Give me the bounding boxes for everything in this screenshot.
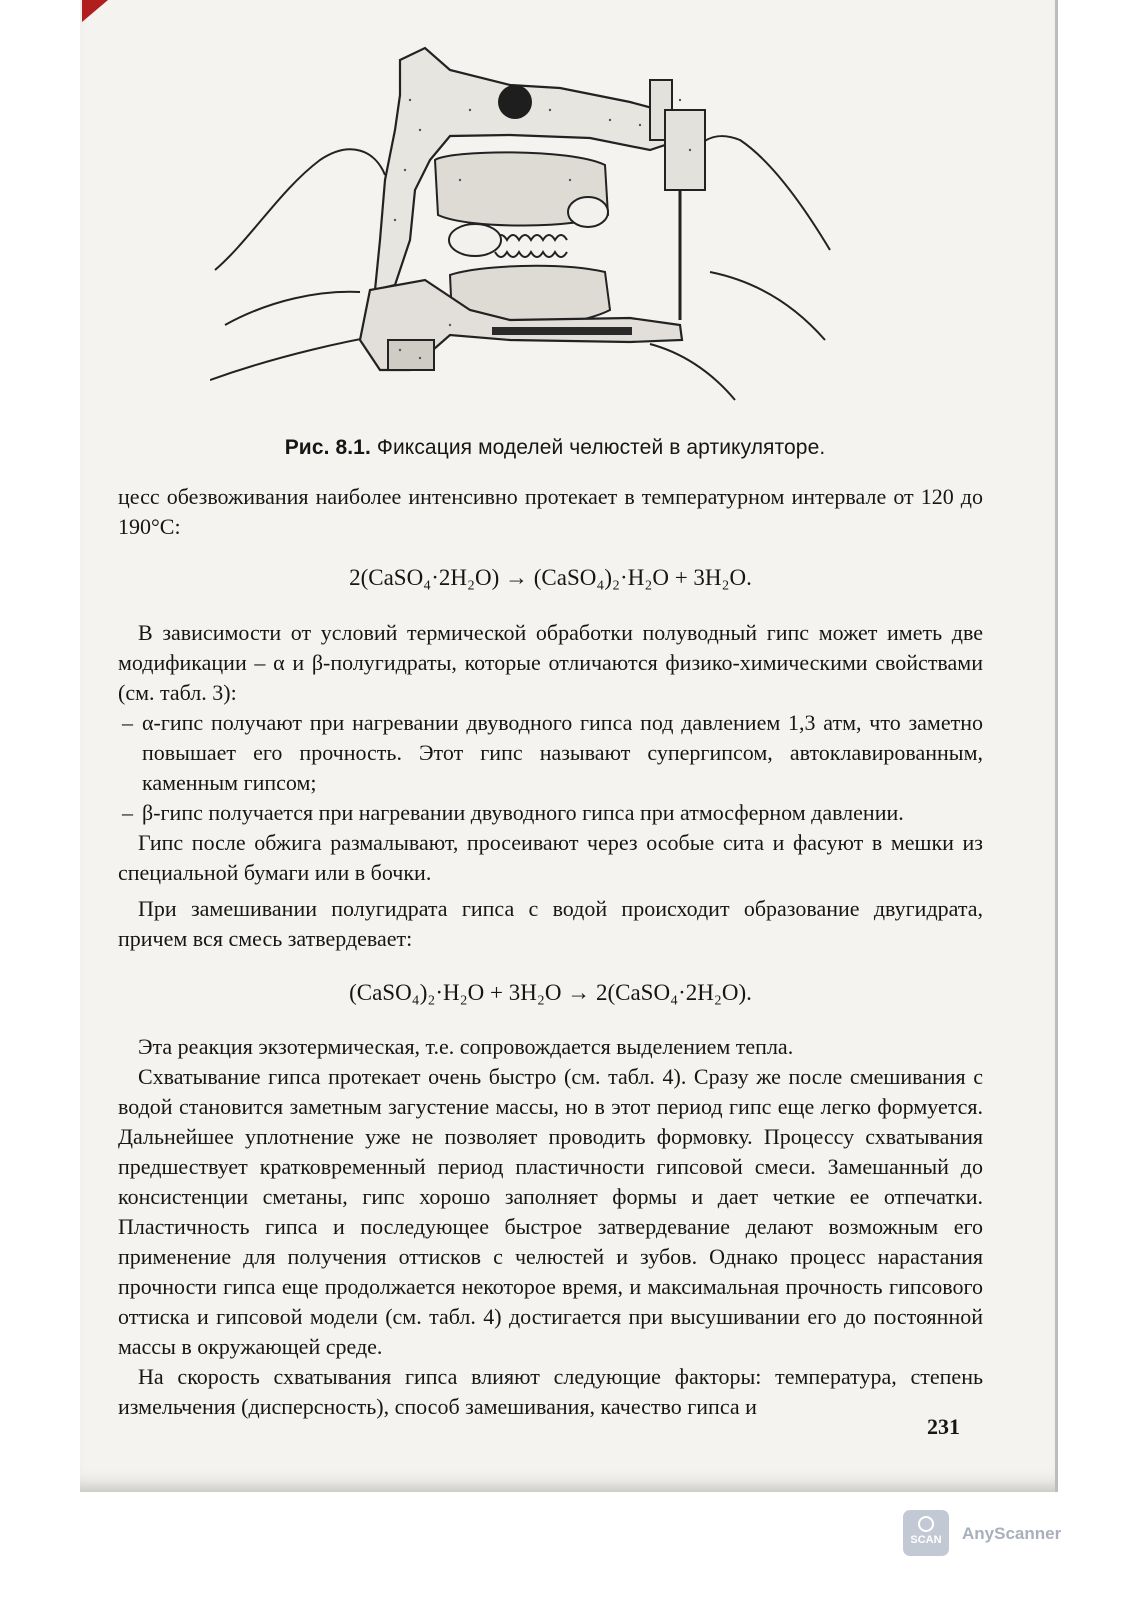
- formula-hydration: (CaSO₄)₂·H₂O + 3H₂O → 2(CaSO₄·2H₂O).: [349, 980, 752, 1005]
- paragraph-text: Схватывание гипса протекает очень быстро (см. табл. 4). Сразу же после смешивания с водой становится заметным загустение массы, но в этот период гипс еще легко формуется. Дальнейшее уплотнение уже не позволяет проводить формовку. Процессу схватывания предшествует кратковременный период пластичности гипсовой смеси. Замешанный до консистенции сметаны, гипс хорошо заполняет формы и дает четкие ее отпечатки. Пластичность гипса и последующее быстрое затвердевание делают возможным его применение для получения оттисков с челюстей и зубов. Однако процесс нарастания прочности гипса еще продолжается некоторое время, и максимальная прочность гипсового оттиска и гипсовой модели (см. табл. 4) достигается при высушивании его до постоянной массы в окружающей среде.: [118, 1064, 983, 1359]
- paragraph-text: На скорость схватывания гипса влияют следующие факторы: температура, степень измельчения (дисперсность), способ замешивания, качество гипса и: [118, 1364, 983, 1419]
- articulator-illustration: [210, 40, 850, 420]
- scan-badge-label: SCAN: [910, 1534, 942, 1546]
- formula-dehydration: 2(CaSO₄·2H₂O) → (CaSO₄)₂·H₂O + 3H₂O.: [349, 565, 752, 590]
- figure-caption: [160, 436, 950, 460]
- paragraph-intro: [118, 482, 983, 542]
- paragraph-text: Эта реакция экзотермическая, т.е. сопровождается выделением тепла.: [138, 1034, 794, 1059]
- paragraph-text: цесс обезвоживания наиболее интенсивно протекает в температурном интервале от 120 до 190°С:: [118, 484, 983, 539]
- page-number: 231: [927, 1414, 960, 1439]
- paragraph-setting: [118, 1032, 983, 1422]
- figure-number: Рис. 8.1.: [284, 436, 371, 459]
- paragraph-text: Гипс после обжига размалывают, просеивают через особые сита и фасуют в мешки из специальной бумаги или в бочки.: [118, 830, 983, 885]
- camera-icon: [918, 1516, 934, 1532]
- list-item: – α-гипс получают при нагревании двуводного гипса под давлением 1,3 атм, что заметно повышает его прочность. Этот гипс называют супергипсом, автоклавированным, каменным гипсом;: [118, 708, 983, 798]
- scan-badge: [903, 1510, 949, 1556]
- paragraph-modifications: [118, 618, 983, 954]
- list-item: – β-гипс получается при нагревании двуводного гипса при атмосферном давлении.: [118, 798, 983, 828]
- figure-caption-text: Фиксация моделей челюстей в артикуляторе.: [376, 436, 826, 459]
- paragraph-text: В зависимости от условий термической обработки полуводный гипс может иметь две модификации – α и β-полугидраты, которые отличаются физико-химическими свойствами (см. табл. 3):: [118, 620, 983, 705]
- modifications-list: [118, 708, 983, 828]
- scanner-brand: AnyScanner: [962, 1524, 1062, 1543]
- paragraph-text: При замешивании полугидрата гипса с водой происходит образование двугидрата, причем вся смесь затвердевает:: [118, 896, 983, 951]
